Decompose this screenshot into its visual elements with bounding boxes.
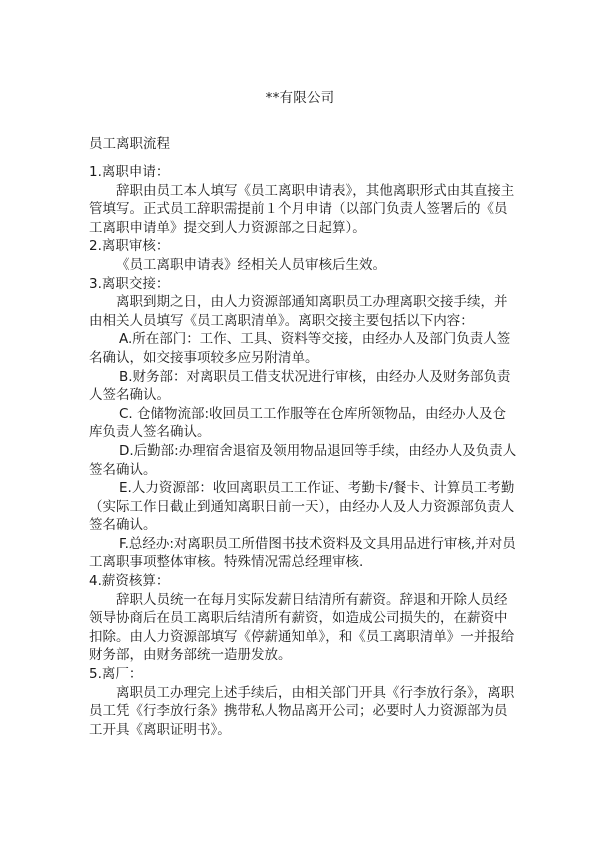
handover-item: B.财务部：对离职员工借支状况进行审核，由经办人及财务部负责人签名确认。: [89, 368, 511, 404]
section-paragraph: 辞职人员统一在每月实际发薪日结清所有薪资。辞退和开除人员经领导协商后在员工离职后结清所有薪资，如造成公司损失的，在薪资中扣除。由人力资源部填写《停薪通知单》，和《员工离职清单》一并报给财务部，由财务部统一造册发放。: [89, 591, 515, 664]
section-paragraph: 辞职由员工本人填写《员工离职申请表》，其他离职形式由其直接主管填写。正式员工辞职需提前１个月申请（以部门负责人签署后的《员工离职申请单》提交到人力资源部之日起算）。: [89, 182, 515, 236]
section-paragraph: 《员工离职申请表》经相关人员审核后生效。: [116, 256, 386, 273]
section-heading-application: 1.离职申请：: [89, 164, 170, 180]
section-paragraph: 离职到期之日，由人力资源部通知离职员工办理离职交接手续，并由相关人员填写《员工离职清单》。离职交接主要包括以下内容：: [89, 294, 508, 329]
document-body: [89, 163, 519, 739]
handover-item: A.所在部门：工作、工具、资料等交接，由经办人及部门负责人签名确认，如交接事项较多应另附清单。: [89, 331, 511, 366]
handover-item: D.后勤部:办理宿舍退宿及领用物品退回等手续，由经办人及负责人签名确认。: [89, 442, 517, 478]
document-title: 员工离职流程: [89, 136, 170, 152]
handover-item: C. 仓储物流部:收回员工工作服等在仓库所领物品，由经办人及仓库负责人签名确认。: [89, 405, 507, 441]
company-name: **有限公司: [265, 90, 335, 106]
handover-item: F.总经办:对离职员工所借图书技术资料及文具用品进行审核,并对员工离职事项整体审核。特殊情况需总经理审核.: [89, 535, 516, 571]
section-heading-payroll: 4.薪资核算：: [89, 573, 170, 590]
section-heading-review: 2.离职审核：: [89, 238, 170, 255]
section-paragraph: 离职员工办理完上述手续后，由相关部门开具《行李放行条》，离职员工凭《行李放行条》携带私人物品离开公司；必要时人力资源部为员工开具《离职证明书》。: [89, 684, 515, 738]
section-heading-leave: 5.离厂：: [89, 666, 143, 683]
handover-item: E.人力资源部：收回离职员工工作证、考勤卡/餐卡、计算员工考勤（实际工作日截止到通知离职日前一天），由经办人及人力资源部负责人签名确认。: [89, 480, 515, 534]
section-heading-handover: 3.离职交接：: [89, 275, 170, 292]
